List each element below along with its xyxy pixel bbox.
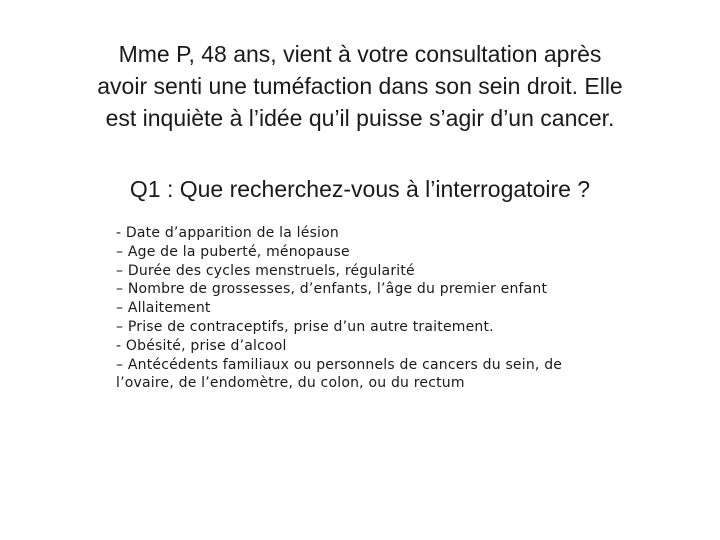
answer-item: - Date d’apparition de la lésion xyxy=(116,225,339,241)
answer-list xyxy=(116,224,696,393)
answer-item: – Prise de contraceptifs, prise d’un autre traitement. xyxy=(116,318,494,335)
answer-item: - Obésité, prise d’alcool xyxy=(116,337,287,354)
answer-item: – Durée des cycles menstruels, régularité xyxy=(116,262,415,279)
case-line: est inquiète à l’idée qu’il puisse s’agir d’un cancer. xyxy=(105,105,615,131)
answer-item: – Age de la puberté, ménopause xyxy=(116,243,350,260)
answer-item: – Nombre de grossesses, d’enfants, l’âge du premier enfant xyxy=(116,281,548,298)
question-title: Q1 : Que recherchez-vous à l’interrogatoire ? xyxy=(129,176,591,202)
case-line: avoir senti une tuméfaction dans son sein droit. Elle xyxy=(97,73,623,99)
case-line: Mme P, 48 ans, vient à votre consultation après xyxy=(118,41,602,67)
answer-item: – Allaitement xyxy=(116,300,211,317)
answer-item: – Antécédents familiaux ou personnels de cancers du sein, de l’ovaire, de l’endomètre, du colon, ou du rectum xyxy=(116,356,563,392)
case-description xyxy=(40,38,680,134)
